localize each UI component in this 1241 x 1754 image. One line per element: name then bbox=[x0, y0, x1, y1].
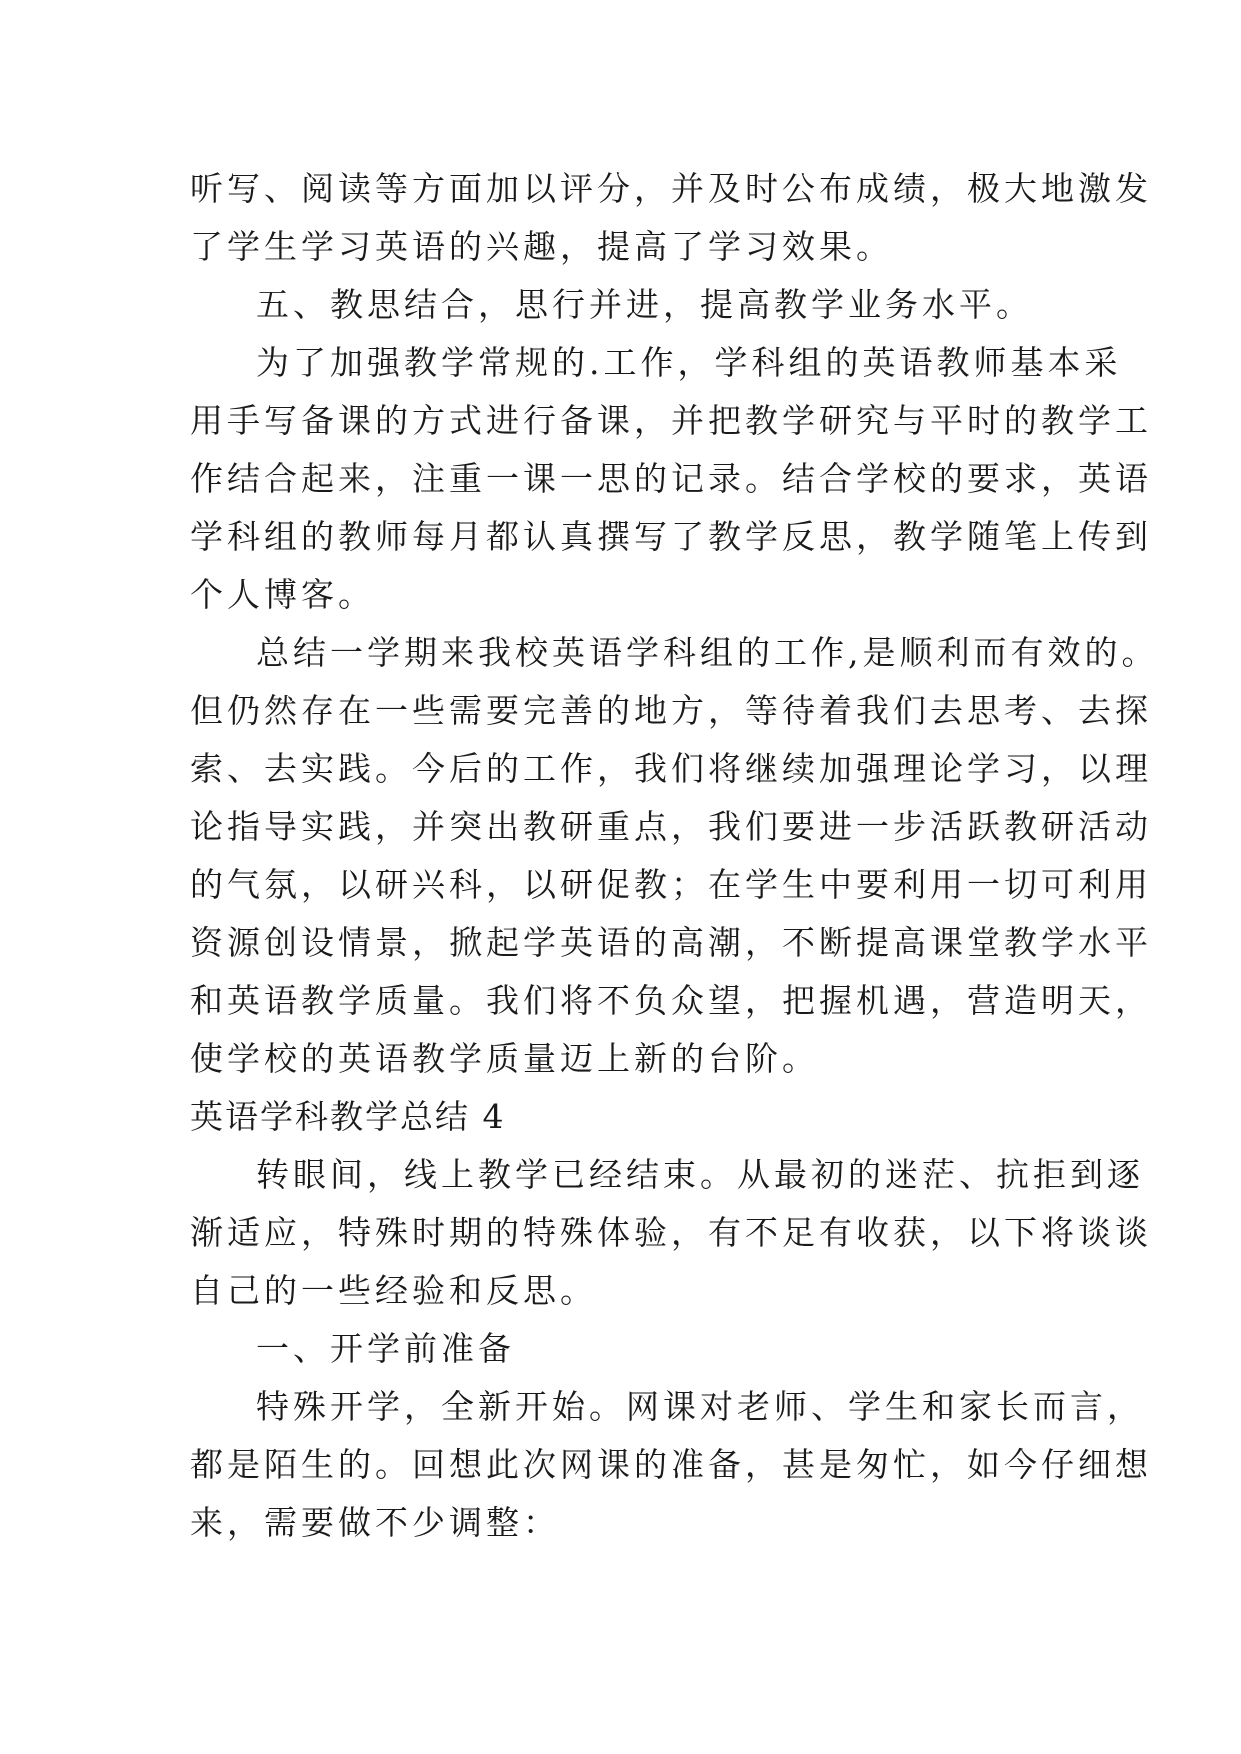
paragraph-line: 使学校的英语教学质量迈上新的台阶。 bbox=[190, 1039, 819, 1078]
paragraph-line: 自己的一些经验和反思。 bbox=[190, 1271, 597, 1310]
paragraph-line: 但仍然存在一些需要完善的地方，等待着我们去思考、去探 bbox=[190, 691, 1152, 730]
paragraph-line: 都是陌生的。回想此次网课的准备，甚是匆忙，如今仔细想 bbox=[190, 1445, 1152, 1484]
paragraph-line: 和英语教学质量。我们将不负众望，把握机遇，营造明天， bbox=[190, 981, 1152, 1020]
document-body bbox=[190, 160, 1159, 1552]
paragraph-line: 渐适应，特殊时期的特殊体验，有不足有收获，以下将谈谈 bbox=[190, 1213, 1152, 1252]
paragraph-line: 特殊开学，全新开始。网课对老师、学生和家长而言， bbox=[256, 1387, 1144, 1426]
paragraph-line: 资源创设情景，掀起学英语的高潮，不断提高课堂教学水平 bbox=[190, 923, 1152, 962]
paragraph-line: 的气氛，以研兴科，以研促教；在学生中要利用一切可利用 bbox=[190, 865, 1152, 904]
paragraph-line: 作结合起来，注重一课一思的记录。结合学校的要求，英语 bbox=[190, 459, 1152, 498]
section-heading: 一、开学前准备 bbox=[256, 1329, 515, 1368]
paragraph-line: 学科组的教师每月都认真撰写了教学反思，教学随笔上传到 bbox=[190, 517, 1152, 556]
paragraph-line: 来，需要做不少调整： bbox=[190, 1503, 560, 1542]
paragraph-line: 为了加强教学常规的.工作，学科组的英语教师基本采 bbox=[256, 343, 1122, 382]
paragraph-line: 论指导实践，并突出教研重点，我们要进一步活跃教研活动 bbox=[190, 807, 1152, 846]
paragraph-line: 总结一学期来我校英语学科组的工作,是顺利而有效的。 bbox=[256, 633, 1159, 672]
document-title: 英语学科教学总结 4 bbox=[190, 1097, 506, 1136]
section-heading: 五、教思结合，思行并进，提高教学业务水平。 bbox=[256, 285, 1033, 324]
paragraph-line: 索、去实践。今后的工作，我们将继续加强理论学习，以理 bbox=[190, 749, 1152, 788]
paragraph-line: 个人博客。 bbox=[190, 575, 375, 614]
paragraph-line: 用手写备课的方式进行备课，并把教学研究与平时的教学工 bbox=[190, 401, 1152, 440]
paragraph-line: 转眼间，线上教学已经结束。从最初的迷茫、抗拒到逐 bbox=[256, 1155, 1144, 1194]
paragraph-line: 了学生学习英语的兴趣，提高了学习效果。 bbox=[190, 227, 893, 266]
paragraph-line: 听写、阅读等方面加以评分，并及时公布成绩，极大地激发 bbox=[190, 169, 1152, 208]
